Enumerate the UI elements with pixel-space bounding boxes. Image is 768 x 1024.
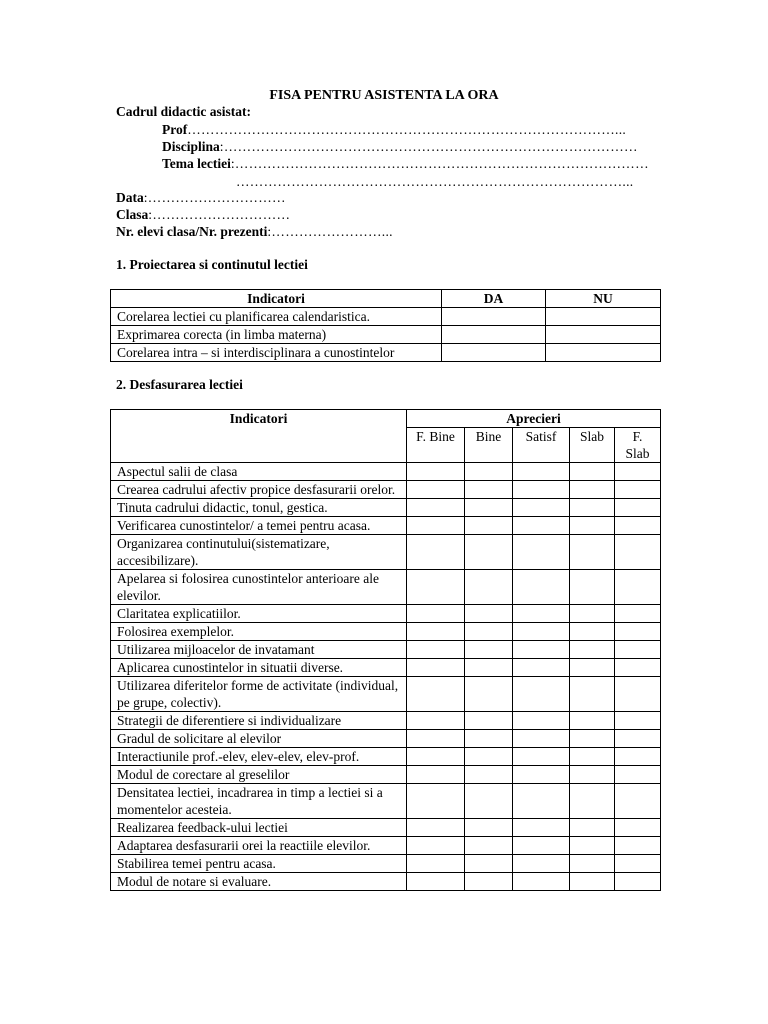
col-bine: Bine bbox=[465, 428, 513, 463]
rating-cell[interactable] bbox=[570, 712, 615, 730]
rating-cell[interactable] bbox=[570, 535, 615, 570]
col-indicatori-2: Indicatori bbox=[111, 410, 407, 463]
prof-line: Prof…………………………………………………………………………………... bbox=[162, 122, 627, 137]
rating-cell[interactable] bbox=[465, 837, 513, 855]
rating-cell[interactable] bbox=[465, 570, 513, 605]
elevi-line: Nr. elevi clasa/Nr. prezenti:……………………... bbox=[116, 224, 393, 239]
section1-heading: 1. Proiectarea si continutul lectiei bbox=[116, 257, 308, 272]
col-f-bine: F. Bine bbox=[407, 428, 465, 463]
rating-cell[interactable] bbox=[513, 873, 570, 891]
rating-cell[interactable] bbox=[465, 730, 513, 748]
rating-cell[interactable] bbox=[407, 570, 465, 605]
disciplina-line: Disciplina:……………………………………………………………………………… bbox=[162, 139, 638, 154]
rating-cell[interactable] bbox=[570, 748, 615, 766]
rating-cell[interactable] bbox=[615, 499, 661, 517]
table-row bbox=[111, 873, 661, 891]
rating-cell[interactable] bbox=[407, 517, 465, 535]
da-cell[interactable] bbox=[442, 326, 546, 344]
indicator-label: Utilizarea mijloacelor de invatamant bbox=[111, 641, 407, 659]
rating-cell[interactable] bbox=[513, 535, 570, 570]
rating-cell[interactable] bbox=[615, 570, 661, 605]
rating-cell[interactable] bbox=[407, 623, 465, 641]
rating-cell[interactable] bbox=[465, 535, 513, 570]
section2-heading: 2. Desfasurarea lectiei bbox=[116, 377, 243, 392]
rating-cell[interactable] bbox=[513, 517, 570, 535]
rating-cell[interactable] bbox=[570, 517, 615, 535]
indicator-label: Interactiunile prof.-elev, elev-elev, elev-prof. bbox=[111, 748, 407, 766]
rating-cell[interactable] bbox=[570, 659, 615, 677]
rating-cell[interactable] bbox=[513, 677, 570, 712]
table-row bbox=[111, 659, 661, 677]
indicator-label: Densitatea lectiei, incadrarea in timp a lectiei si a momentelor acesteia. bbox=[111, 784, 407, 819]
rating-cell[interactable] bbox=[615, 641, 661, 659]
rating-cell[interactable] bbox=[465, 748, 513, 766]
indicator-label: Stabilirea temei pentru acasa. bbox=[111, 855, 407, 873]
rating-cell[interactable] bbox=[407, 481, 465, 499]
rating-cell[interactable] bbox=[615, 766, 661, 784]
rating-cell[interactable] bbox=[513, 499, 570, 517]
indicator-label: Adaptarea desfasurarii orei la reactiile elevilor. bbox=[111, 837, 407, 855]
cadru-label: Cadrul didactic asistat: bbox=[116, 104, 251, 119]
col-nu: NU bbox=[546, 290, 661, 308]
indicator-label: Verificarea cunostintelor/ a temei pentru acasa. bbox=[111, 517, 407, 535]
rating-cell[interactable] bbox=[407, 463, 465, 481]
table-row bbox=[111, 623, 661, 641]
rating-cell[interactable] bbox=[570, 784, 615, 819]
table-row bbox=[111, 570, 661, 605]
rating-cell[interactable] bbox=[615, 730, 661, 748]
rating-cell[interactable] bbox=[513, 712, 570, 730]
rating-cell[interactable] bbox=[570, 641, 615, 659]
rating-cell[interactable] bbox=[615, 463, 661, 481]
nu-cell[interactable] bbox=[546, 308, 661, 326]
rating-cell[interactable] bbox=[407, 730, 465, 748]
da-cell[interactable] bbox=[442, 344, 546, 362]
col-f-slab: F. Slab bbox=[615, 428, 661, 463]
rating-cell[interactable] bbox=[615, 659, 661, 677]
rating-cell[interactable] bbox=[570, 873, 615, 891]
rating-cell[interactable] bbox=[570, 605, 615, 623]
rating-cell[interactable] bbox=[407, 712, 465, 730]
rating-cell[interactable] bbox=[570, 837, 615, 855]
rating-cell[interactable] bbox=[615, 605, 661, 623]
rating-cell[interactable] bbox=[513, 730, 570, 748]
rating-cell[interactable] bbox=[513, 605, 570, 623]
rating-cell[interactable] bbox=[407, 499, 465, 517]
rating-cell[interactable] bbox=[465, 517, 513, 535]
table-row bbox=[111, 517, 661, 535]
rating-cell[interactable] bbox=[407, 766, 465, 784]
table-row bbox=[111, 481, 661, 499]
table-row: Corelarea intra – si interdisciplinara a cunostintelor bbox=[111, 344, 661, 362]
indicator-label: Claritatea explicatiilor. bbox=[111, 605, 407, 623]
rating-cell[interactable] bbox=[407, 855, 465, 873]
rating-cell[interactable] bbox=[465, 605, 513, 623]
rating-cell[interactable] bbox=[407, 659, 465, 677]
rating-cell[interactable] bbox=[570, 730, 615, 748]
page-title: FISA PENTRU ASISTENTA LA ORA bbox=[269, 88, 499, 103]
table-row bbox=[111, 855, 661, 873]
indicator-label: Apelarea si folosirea cunostintelor anterioare ale elevilor. bbox=[111, 570, 407, 605]
rating-cell[interactable] bbox=[465, 463, 513, 481]
col-aprecieri: Aprecieri bbox=[407, 410, 661, 428]
rating-cell[interactable] bbox=[407, 748, 465, 766]
rating-cell[interactable] bbox=[615, 837, 661, 855]
indicator-label: Organizarea continutului(sistematizare, accesibilizare). bbox=[111, 535, 407, 570]
rating-cell[interactable] bbox=[407, 784, 465, 819]
rating-cell[interactable] bbox=[570, 570, 615, 605]
rating-cell[interactable] bbox=[465, 784, 513, 819]
table-row bbox=[111, 499, 661, 517]
rating-cell[interactable] bbox=[513, 659, 570, 677]
rating-cell[interactable] bbox=[513, 748, 570, 766]
rating-cell[interactable] bbox=[407, 535, 465, 570]
rating-cell[interactable] bbox=[407, 873, 465, 891]
rating-cell[interactable] bbox=[615, 623, 661, 641]
data-line: Data:………………………… bbox=[116, 190, 286, 205]
rating-cell[interactable] bbox=[513, 481, 570, 499]
table-row bbox=[111, 641, 661, 659]
col-da: DA bbox=[442, 290, 546, 308]
rating-cell[interactable] bbox=[570, 623, 615, 641]
indicator-label: Tinuta cadrului didactic, tonul, gestica. bbox=[111, 499, 407, 517]
rating-cell[interactable] bbox=[513, 463, 570, 481]
table-row bbox=[111, 819, 661, 837]
rating-cell[interactable] bbox=[615, 535, 661, 570]
rating-cell[interactable] bbox=[615, 677, 661, 712]
rating-cell[interactable] bbox=[570, 819, 615, 837]
rating-cell[interactable] bbox=[570, 499, 615, 517]
rating-cell[interactable] bbox=[465, 819, 513, 837]
rating-cell[interactable] bbox=[465, 677, 513, 712]
indicator-label: Folosirea exemplelor. bbox=[111, 623, 407, 641]
table-row bbox=[111, 677, 661, 712]
table-row bbox=[111, 463, 661, 481]
rating-cell[interactable] bbox=[615, 481, 661, 499]
tema-line-2: …………………………………………………………………………... bbox=[236, 174, 634, 189]
rating-cell[interactable] bbox=[570, 766, 615, 784]
rating-cell[interactable] bbox=[465, 712, 513, 730]
rating-cell[interactable] bbox=[465, 623, 513, 641]
indicator-label: Strategii de diferentiere si individualizare bbox=[111, 712, 407, 730]
tema-line: Tema lectiei:……………………………………………………………………………… bbox=[162, 156, 649, 171]
indicator-label: Aspectul salii de clasa bbox=[111, 463, 407, 481]
rating-cell[interactable] bbox=[407, 837, 465, 855]
rating-cell[interactable] bbox=[513, 570, 570, 605]
table-row bbox=[111, 605, 661, 623]
table-row bbox=[111, 837, 661, 855]
table-row bbox=[111, 535, 661, 570]
table-row bbox=[111, 730, 661, 748]
rating-cell[interactable] bbox=[570, 463, 615, 481]
rating-cell[interactable] bbox=[407, 677, 465, 712]
rating-cell[interactable] bbox=[615, 873, 661, 891]
table-desfasurare bbox=[110, 409, 661, 891]
table-row: Corelarea lectiei cu planificarea calendaristica. bbox=[111, 308, 661, 326]
nu-cell[interactable] bbox=[546, 326, 661, 344]
rating-cell[interactable] bbox=[513, 837, 570, 855]
clasa-line: Clasa:………………………… bbox=[116, 207, 291, 222]
rating-cell[interactable] bbox=[407, 641, 465, 659]
rating-cell[interactable] bbox=[513, 855, 570, 873]
rating-cell[interactable] bbox=[513, 641, 570, 659]
rating-cell[interactable] bbox=[513, 819, 570, 837]
indicator-label: Utilizarea diferitelor forme de activitate (individual, pe grupe, colectiv). bbox=[111, 677, 407, 712]
table-row bbox=[111, 784, 661, 819]
indicator-label: Realizarea feedback-ului lectiei bbox=[111, 819, 407, 837]
table-proiectare bbox=[110, 289, 661, 362]
rating-cell[interactable] bbox=[513, 766, 570, 784]
table-row bbox=[111, 712, 661, 730]
rating-cell[interactable] bbox=[570, 481, 615, 499]
rating-cell[interactable] bbox=[570, 677, 615, 712]
rating-cell[interactable] bbox=[407, 819, 465, 837]
rating-cell[interactable] bbox=[615, 517, 661, 535]
rating-cell[interactable] bbox=[465, 855, 513, 873]
indicator-label: Gradul de solicitare al elevilor bbox=[111, 730, 407, 748]
rating-cell[interactable] bbox=[570, 855, 615, 873]
rating-cell[interactable] bbox=[465, 641, 513, 659]
rating-cell[interactable] bbox=[615, 712, 661, 730]
indicator-label: Modul de notare si evaluare. bbox=[111, 873, 407, 891]
col-indicatori: Indicatori bbox=[111, 290, 442, 308]
indicator-label: Modul de corectare al greselilor bbox=[111, 766, 407, 784]
indicator-label: Crearea cadrului afectiv propice desfasurarii orelor. bbox=[111, 481, 407, 499]
indicator-label: Aplicarea cunostintelor in situatii diverse. bbox=[111, 659, 407, 677]
col-slab: Slab bbox=[570, 428, 615, 463]
rating-cell[interactable] bbox=[513, 623, 570, 641]
rating-cell[interactable] bbox=[615, 784, 661, 819]
rating-cell[interactable] bbox=[465, 659, 513, 677]
nu-cell[interactable] bbox=[546, 344, 661, 362]
rating-cell[interactable] bbox=[615, 855, 661, 873]
rating-cell[interactable] bbox=[465, 766, 513, 784]
da-cell[interactable] bbox=[442, 308, 546, 326]
rating-cell[interactable] bbox=[615, 748, 661, 766]
rating-cell[interactable] bbox=[615, 819, 661, 837]
table-row bbox=[111, 748, 661, 766]
rating-cell[interactable] bbox=[465, 481, 513, 499]
table-row: Exprimarea corecta (in limba materna) bbox=[111, 326, 661, 344]
rating-cell[interactable] bbox=[465, 873, 513, 891]
rating-cell[interactable] bbox=[465, 499, 513, 517]
rating-cell[interactable] bbox=[513, 784, 570, 819]
table-row bbox=[111, 766, 661, 784]
col-satisf: Satisf bbox=[513, 428, 570, 463]
rating-cell[interactable] bbox=[407, 605, 465, 623]
